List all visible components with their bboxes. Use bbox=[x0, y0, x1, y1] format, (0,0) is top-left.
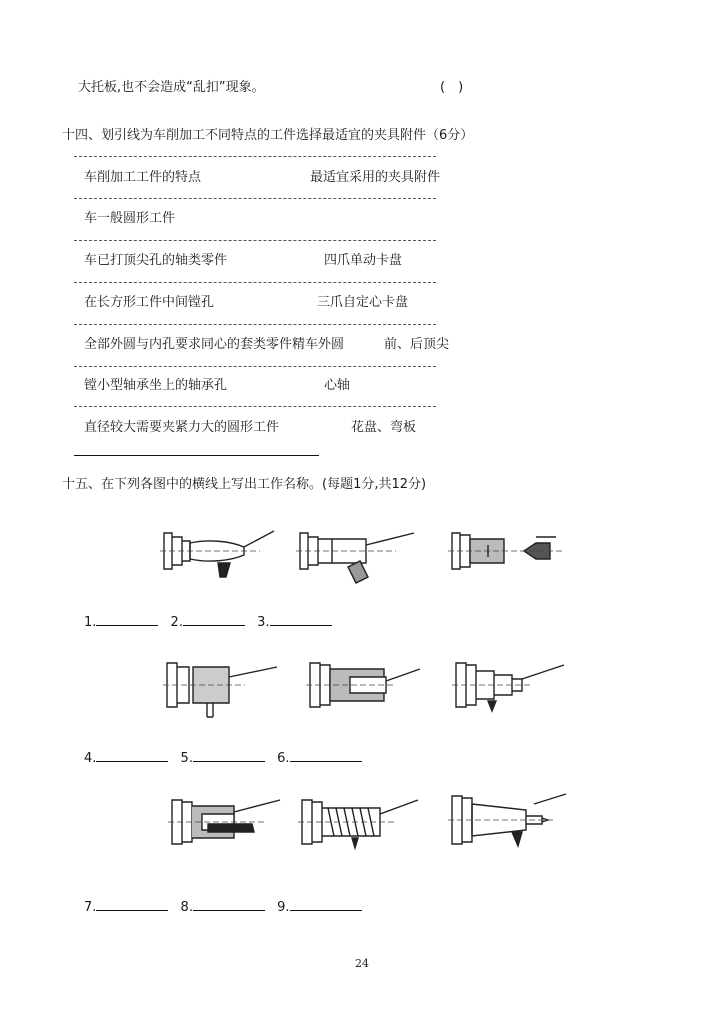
table-divider bbox=[74, 406, 436, 407]
blank-label-3: 3. bbox=[257, 615, 270, 630]
figure-6-drawing bbox=[452, 657, 568, 727]
figure-7-drawing bbox=[168, 794, 284, 858]
row-right-3[interactable]: 三爪自定心卡盘 bbox=[317, 295, 409, 310]
table-divider bbox=[74, 156, 436, 157]
row-left-1[interactable]: 车一般圆形工件 bbox=[84, 211, 176, 226]
header-right: 最适宜采用的夹具附件 bbox=[310, 170, 441, 185]
figure-1-drawing bbox=[160, 527, 278, 589]
blank-label-1: 1. bbox=[84, 615, 97, 630]
blank-label-7: 7. bbox=[84, 900, 97, 915]
answer-blank-1[interactable] bbox=[96, 613, 158, 626]
answer-blank-2[interactable] bbox=[183, 613, 245, 626]
row-right-4[interactable]: 前、后顶尖 bbox=[384, 337, 450, 352]
page-number: 24 bbox=[355, 957, 369, 970]
blank-label-5: 5. bbox=[180, 751, 193, 766]
blank-label-6: 6. bbox=[277, 751, 290, 766]
figure-3-drawing bbox=[448, 527, 566, 589]
row-left-2[interactable]: 车已打顶尖孔的轴类零件 bbox=[84, 253, 228, 268]
answer-blank-3[interactable] bbox=[270, 613, 332, 626]
blank-label-9: 9. bbox=[277, 900, 290, 915]
table-end-line bbox=[74, 455, 319, 456]
answer-blank-8[interactable] bbox=[193, 898, 265, 911]
blank-label-2: 2. bbox=[170, 615, 183, 630]
answer-blanks-row-1 bbox=[84, 613, 340, 631]
blank-label-8: 8. bbox=[180, 900, 193, 915]
table-divider bbox=[74, 282, 436, 283]
answer-blanks-row-3 bbox=[84, 898, 370, 916]
table-divider bbox=[74, 198, 436, 199]
row-left-5[interactable]: 镗小型轴承坐上的轴承孔 bbox=[84, 378, 228, 393]
row-right-2[interactable]: 四爪单动卡盘 bbox=[324, 253, 403, 268]
table-divider bbox=[74, 366, 436, 367]
table-divider bbox=[74, 324, 436, 325]
row-left-4[interactable]: 全部外圆与内孔要求同心的套类零件精车外圆 bbox=[84, 337, 345, 352]
table-divider bbox=[74, 240, 436, 241]
blank-label-4: 4. bbox=[84, 751, 97, 766]
intro-text: 大托板,也不会造成“乱扣”现象。 bbox=[78, 80, 265, 95]
answer-blank-7[interactable] bbox=[96, 898, 168, 911]
figure-4-drawing bbox=[163, 657, 281, 727]
row-right-6[interactable]: 花盘、弯板 bbox=[351, 420, 417, 435]
figure-5-drawing bbox=[306, 657, 424, 727]
answer-blank-9[interactable] bbox=[290, 898, 362, 911]
figure-8-drawing bbox=[298, 794, 422, 858]
figure-9-drawing bbox=[448, 790, 570, 856]
row-right-5[interactable]: 心轴 bbox=[324, 378, 351, 393]
row-left-6[interactable]: 直径较大需要夹紧力大的圆形工件 bbox=[84, 420, 280, 435]
answer-blank-4[interactable] bbox=[96, 749, 168, 762]
answer-blank-6[interactable] bbox=[290, 749, 362, 762]
header-left: 车削加工工件的特点 bbox=[84, 170, 202, 185]
row-left-3[interactable]: 在长方形工件中间镗孔 bbox=[84, 295, 215, 310]
section-14-title: 十四、划引线为车削加工不同特点的工件选择最适宜的夹具附件（6分） bbox=[62, 128, 474, 143]
answer-blanks-row-2 bbox=[84, 749, 370, 767]
figure-2-drawing bbox=[296, 527, 418, 589]
answer-bracket[interactable]: ( ) bbox=[440, 80, 464, 95]
answer-blank-5[interactable] bbox=[193, 749, 265, 762]
section-15-title: 十五、在下列各图中的横线上写出工作名称。(每题1分,共12分) bbox=[62, 477, 427, 492]
